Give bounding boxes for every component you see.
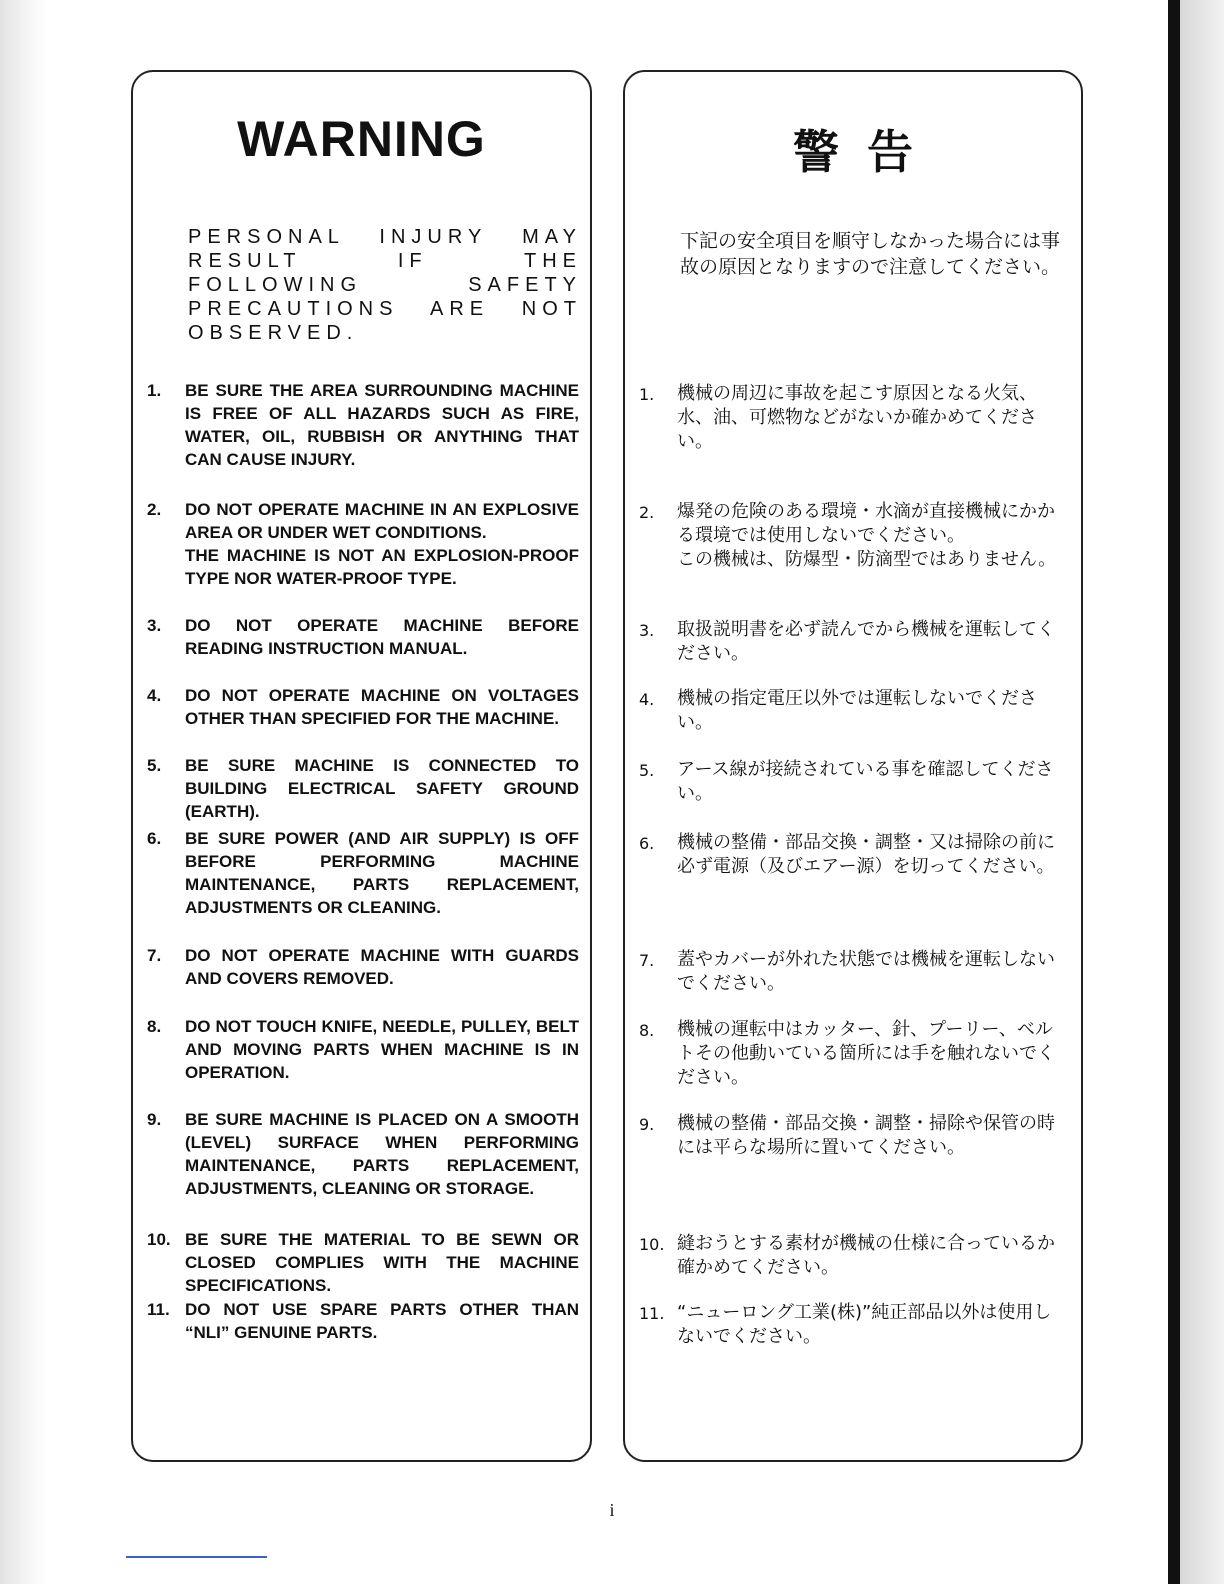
item-text: 機械の指定電圧以外では運転しないでください。 — [677, 688, 1037, 733]
item-text: BE SURE THE MATERIAL TO BE SEWN OR CLOSED COMPLIES WITH THE MACHINE SPECIFICATIONS. — [185, 1230, 579, 1295]
item-text: DO NOT OPERATE MACHINE WITH GUARDS AND COVERS REMOVED. — [185, 946, 579, 988]
item-text: DO NOT USE SPARE PARTS OTHER THAN “NLI” GENUINE PARTS. — [185, 1300, 579, 1342]
item-number: 8. — [147, 1017, 162, 1036]
item-text: 蓋やカバーが外れた状態では機械を運転しないでください。 — [677, 949, 1055, 994]
warning-item-7 — [147, 944, 579, 990]
item-text: 機械の整備・部品交換・調整・掃除や保管の時には平らな場所に置いてください。 — [677, 1113, 1055, 1158]
warning-item-ja-9 — [639, 1112, 1067, 1160]
item-text: DO NOT OPERATE MACHINE BEFORE READING INSTRUCTION MANUAL. — [185, 616, 579, 658]
warning-item-ja-6 — [639, 831, 1067, 879]
item-number: 4. — [639, 690, 655, 709]
warning-item-3 — [147, 614, 579, 660]
warning-item-ja-5 — [639, 758, 1067, 806]
item-text: “ニューロング工業(株)”純正部品以外は使用しないでください。 — [677, 1302, 1052, 1347]
item-text: BE SURE MACHINE IS CONNECTED TO BUILDING ELECTRICAL SAFETY GROUND (EARTH). — [185, 756, 579, 821]
warning-item-ja-8 — [639, 1018, 1067, 1090]
scan-margin-right — [1180, 0, 1224, 1584]
item-number: 6. — [639, 834, 655, 853]
item-text: BE SURE POWER (AND AIR SUPPLY) IS OFF BEFORE PERFORMING MACHINE MAINTENANCE, PARTS REPLACEMENT, ADJUSTMENTS OR CLEANING. — [185, 829, 579, 917]
item-number: 4. — [147, 686, 162, 705]
page-number: i — [609, 1500, 615, 1520]
warning-item-8 — [147, 1015, 579, 1084]
warning-title: WARNING — [237, 111, 486, 167]
item-text-block — [185, 498, 579, 590]
item-number: 8. — [639, 1021, 655, 1040]
warning-item-6 — [147, 827, 579, 919]
warning-item-11 — [147, 1298, 579, 1344]
item-text: BE SURE THE AREA SURROUNDING MACHINE IS FREE OF ALL HAZARDS SUCH AS FIRE, WATER, OIL, RUBBISH OR ANYTHING THAT CAN CAUSE INJURY. — [185, 381, 579, 469]
item-text-note: この機械は、防爆型・防滴型ではありません。 — [677, 549, 1057, 570]
item-number: 1. — [147, 381, 162, 400]
item-number: 5. — [147, 756, 162, 775]
item-text-note: THE MACHINE IS NOT AN EXPLOSION-PROOF TYPE NOR WATER-PROOF TYPE. — [185, 546, 579, 588]
item-text: 機械の整備・部品交換・調整・又は掃除の前に必ず電源（及びエアー源）を切ってください。 — [677, 832, 1055, 877]
footer-rule — [126, 1556, 267, 1558]
warning-item-ja-11 — [639, 1301, 1067, 1349]
item-text: BE SURE MACHINE IS PLACED ON A SMOOTH (LEVEL) SURFACE WHEN PERFORMING MAINTENANCE, PARTS REPLACEMENT, ADJUSTMENTS, CLEANING OR STORAGE. — [185, 1110, 579, 1198]
item-number: 1. — [639, 385, 655, 404]
item-number: 5. — [639, 761, 655, 780]
warning-item-ja-7 — [639, 948, 1067, 996]
item-number: 2. — [639, 503, 655, 522]
item-number: 7. — [639, 951, 655, 970]
item-number: 11. — [147, 1300, 170, 1319]
warning-item-ja-4 — [639, 687, 1067, 735]
item-number: 10. — [639, 1235, 665, 1254]
warning-panel-english — [131, 70, 592, 1462]
item-number: 11. — [639, 1304, 665, 1323]
item-text: 機械の運転中はカッター、針、プーリー、ベルトその他動いている箇所には手を触れないでください。 — [677, 1019, 1055, 1088]
item-text: DO NOT TOUCH KNIFE, NEEDLE, PULLEY, BELT AND MOVING PARTS WHEN MACHINE IS IN OPERATION. — [185, 1017, 579, 1082]
warning-intro-ja: 下記の安全項目を順守しなかった場合には事故の原因となりますので注意してください。 — [680, 230, 1061, 278]
item-number: 2. — [147, 500, 162, 519]
warning-panel-japanese — [623, 70, 1083, 1462]
item-text: DO NOT OPERATE MACHINE IN AN EXPLOSIVE AREA OR UNDER WET CONDITIONS. — [185, 500, 579, 542]
item-text: 取扱説明書を必ず読んでから機械を運転してください。 — [677, 619, 1055, 664]
item-number: 10. — [147, 1230, 171, 1249]
warning-item-ja-2 — [639, 500, 1067, 572]
item-number: 9. — [639, 1115, 655, 1134]
item-number: 6. — [147, 829, 162, 848]
warning-item-2 — [147, 498, 579, 590]
warning-item-10 — [147, 1228, 579, 1297]
item-text-block — [677, 500, 1067, 572]
scan-shadow-right — [1168, 0, 1180, 1584]
item-number: 3. — [147, 616, 162, 635]
warning-item-5 — [147, 754, 579, 823]
item-text: 爆発の危険のある環境・水滴が直接機械にかかる環境では使用しないでください。 — [677, 501, 1055, 546]
warning-item-9 — [147, 1108, 579, 1200]
warning-intro: PERSONAL INJURY MAY RESULT IF THE FOLLOWING SAFETY PRECAUTIONS ARE NOT OBSERVED. — [188, 226, 582, 344]
item-text: DO NOT OPERATE MACHINE ON VOLTAGES OTHER THAN SPECIFIED FOR THE MACHINE. — [185, 686, 579, 728]
warning-item-ja-1 — [639, 382, 1067, 454]
item-number: 3. — [639, 621, 655, 640]
item-text: 機械の周辺に事故を起こす原因となる火気、水、油、可燃物などがないか確かめてください。 — [677, 383, 1037, 452]
item-text: アース線が接続されている事を確認してください。 — [677, 759, 1054, 804]
warning-title-ja: 警告 — [793, 125, 941, 179]
warning-item-ja-3 — [639, 618, 1067, 666]
warning-item-1 — [147, 379, 579, 471]
warning-item-4 — [147, 684, 579, 730]
item-number: 7. — [147, 946, 162, 965]
warning-item-ja-10 — [639, 1232, 1067, 1280]
item-text: 縫おうとする素材が機械の仕様に合っているか確かめてください。 — [677, 1233, 1055, 1278]
item-number: 9. — [147, 1110, 162, 1129]
scan-shadow-left — [0, 0, 48, 1584]
